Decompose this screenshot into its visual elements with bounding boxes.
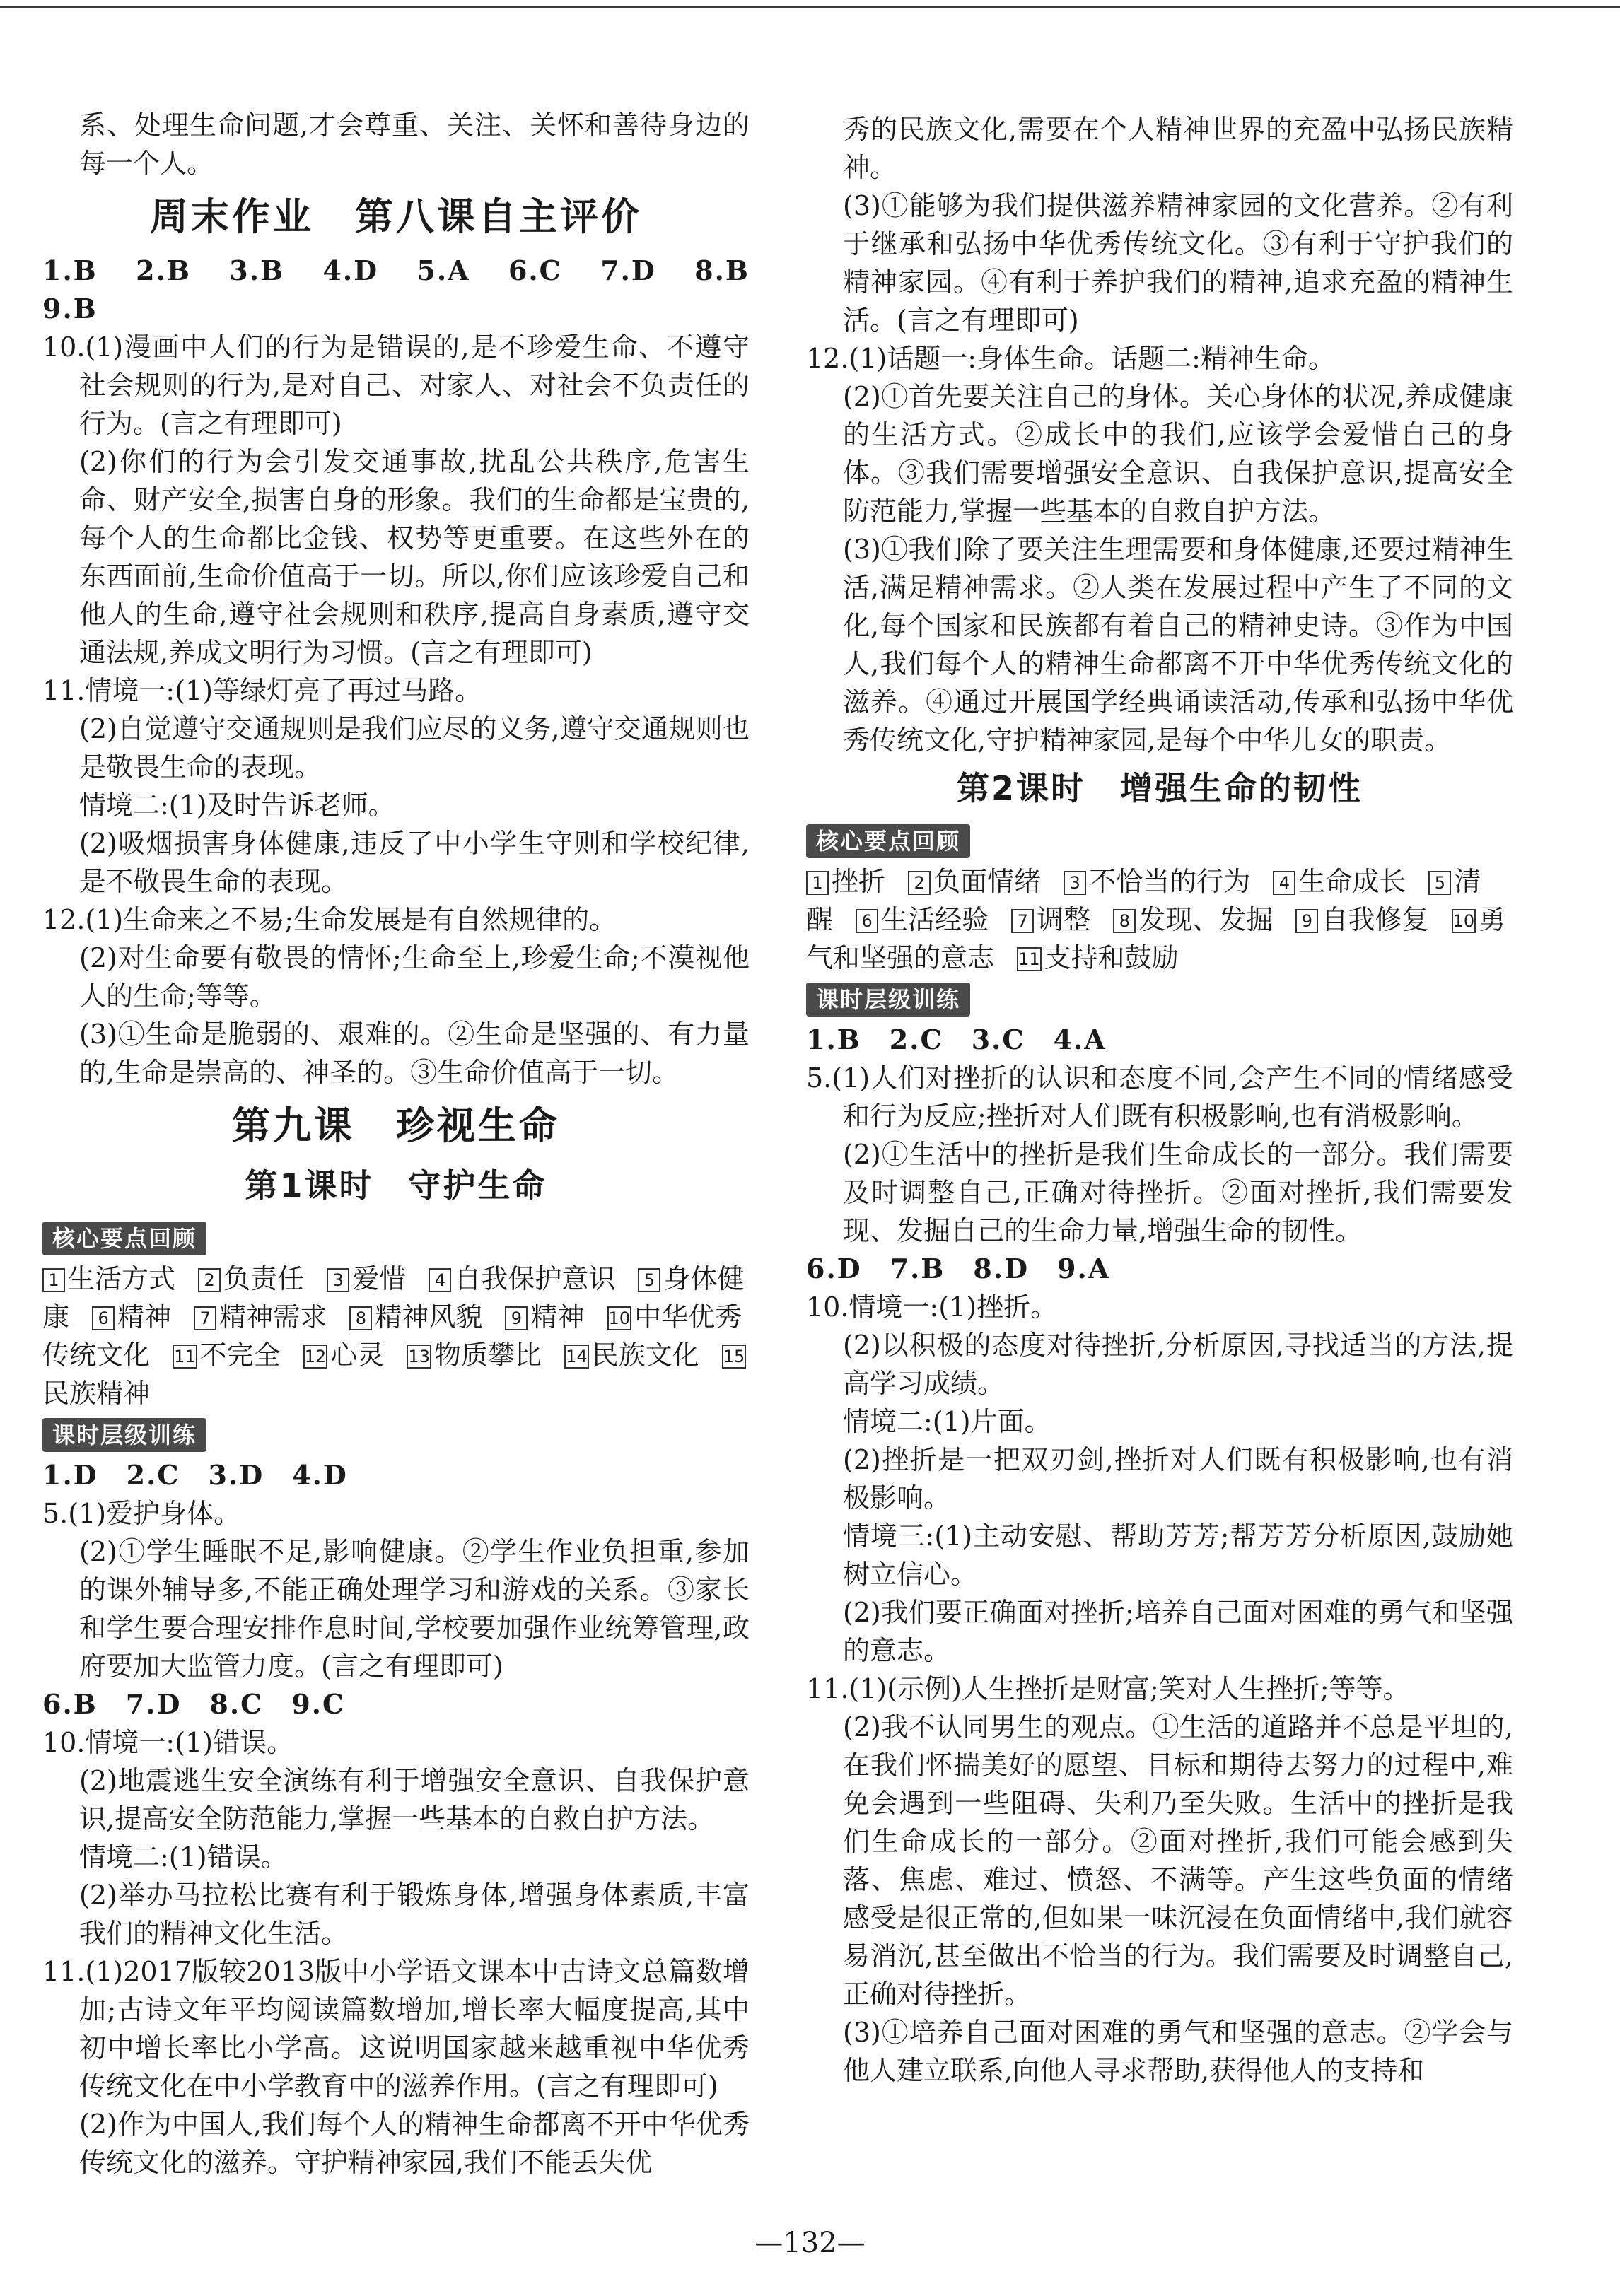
key-text: 负面情绪 bbox=[933, 866, 1042, 897]
answer-part: (3)①能够为我们提供滋养精神家园的文化营养。②有利于继承和弘扬中华优秀传统文化。③有利于守护我们的精神家园。④有利于养护我们的精神,追求充盈的精神生活。(言之有理即可) bbox=[843, 190, 1513, 336]
key-text: 精神 bbox=[530, 1301, 585, 1332]
key-text: 勇气和坚强的意志 bbox=[806, 904, 1506, 973]
key-text: 不恰当的行为 bbox=[1089, 866, 1251, 897]
key-text: 物质攀比 bbox=[433, 1340, 542, 1371]
answer-part: (2)对生命要有敬畏的情怀;生命至上,珍爱生命;不漠视他人的生命;等等。 bbox=[79, 942, 750, 1012]
number-box: 6 bbox=[856, 909, 878, 933]
number-box: 2 bbox=[198, 1268, 221, 1292]
key-point bbox=[856, 904, 989, 935]
mc-answers: 6.D 7.B 8.D 9.A bbox=[806, 1253, 1111, 1284]
answer-part: 情境二:(1)错误。 bbox=[79, 1841, 288, 1873]
key-point bbox=[1273, 866, 1406, 897]
top-rule bbox=[0, 6, 1620, 8]
question-12: 12.(1)话题一:身体生命。话题二:精神生命。 bbox=[806, 343, 1335, 374]
key-text: 中华优秀传统文化 bbox=[42, 1301, 742, 1371]
key-point bbox=[1295, 904, 1428, 935]
key-point bbox=[92, 1301, 171, 1332]
key-point bbox=[1017, 942, 1179, 973]
key-points-list bbox=[806, 862, 1513, 977]
key-point bbox=[303, 1340, 385, 1371]
key-text: 自我修复 bbox=[1321, 904, 1429, 935]
key-text: 民族文化 bbox=[591, 1340, 699, 1371]
paragraph: 秀的民族文化,需要在个人精神世界的充盈中弘扬民族精神。 bbox=[843, 114, 1513, 183]
answer-part: (2)我们要正确面对挫折;培养自己面对困难的勇气和坚强的意志。 bbox=[843, 1597, 1513, 1666]
answer-part: (2)作为中国人,我们每个人的精神生命都离不开中华优秀传统文化的滋养。守护精神家园,我们不能丢失优 bbox=[79, 2109, 750, 2178]
key-point bbox=[908, 866, 1041, 897]
key-point bbox=[173, 1340, 281, 1371]
key-point bbox=[1011, 904, 1090, 935]
key-text: 身体健康 bbox=[42, 1263, 745, 1332]
question-11: 11.(1)2017版较2013版中小学语文课本中古诗文总篇数增加;古诗文年平均阅读篇数增加,增长率大幅度提高,其中初中增长率比小学高。这说明国家越来越重视中华优秀传统文化在中小学教育中的滋养作用。(言之有理即可) bbox=[42, 1956, 750, 2102]
key-point bbox=[1064, 866, 1250, 897]
key-point bbox=[198, 1263, 304, 1294]
key-text: 调整 bbox=[1037, 904, 1091, 935]
answer-part: (3)①我们除了要关注生理需要和身体健康,还要过精神生活,满足精神需求。②人类在发展过程中产生了不同的文化,每个国家和民族都有着自己的精神史诗。③作为中国人,我们每个人的精神生命都离不开中华优秀传统文化的滋养。④通过开展国学经典诵读活动,传承和弘扬中华优秀传统文化,守护精神家园,是每个中华儿女的职责。 bbox=[843, 534, 1513, 756]
mc-answers: 1.B 2.C 3.C 4.A bbox=[806, 1024, 1107, 1055]
answer-part: 情境二:(1)及时告诉老师。 bbox=[79, 790, 395, 821]
number-box: 7 bbox=[1011, 909, 1034, 933]
number-box: 8 bbox=[1113, 909, 1136, 933]
key-text: 心灵 bbox=[330, 1340, 385, 1371]
number-box: 4 bbox=[1273, 871, 1295, 895]
number-box: 8 bbox=[349, 1306, 372, 1330]
section-badge: 核心要点回顾 bbox=[806, 824, 970, 858]
number-box: 7 bbox=[194, 1306, 216, 1330]
answer-part: (3)①培养自己面对困难的勇气和坚强的意志。②学会与他人建立联系,向他人寻求帮助,获得他人的支持和 bbox=[843, 2017, 1513, 2086]
left-column bbox=[42, 106, 779, 2181]
number-box: 4 bbox=[429, 1268, 451, 1292]
number-box: 15 bbox=[722, 1345, 747, 1369]
answer-part: (2)吸烟损害身体健康,违反了中小学生守则和学校纪律,是不敬畏生命的表现。 bbox=[79, 828, 750, 897]
number-box: 13 bbox=[407, 1345, 431, 1369]
key-points-list bbox=[42, 1260, 750, 1412]
answer-part: (2)自觉遵守交通规则是我们应尽的义务,遵守交通规则也是敬畏生命的表现。 bbox=[79, 713, 750, 783]
section-title: 周末作业 第八课自主评价 bbox=[150, 194, 642, 239]
key-point bbox=[327, 1263, 406, 1294]
key-text: 发现、发掘 bbox=[1138, 904, 1274, 935]
number-box: 6 bbox=[92, 1306, 115, 1330]
key-text: 精神需求 bbox=[219, 1301, 327, 1332]
number-box: 11 bbox=[173, 1345, 197, 1369]
key-point bbox=[806, 866, 885, 897]
question-10: 10.(1)漫画中人们的行为是错误的,是不珍爱生命、不遵守社会规则的行为,是对自己、对家人、对社会不负责任的行为。(言之有理即可) bbox=[42, 332, 750, 439]
key-text: 精神 bbox=[117, 1301, 172, 1332]
paragraph: 系、处理生命问题,才会尊重、关注、关怀和善待身边的每一个人。 bbox=[79, 110, 750, 179]
number-box: 5 bbox=[1428, 871, 1451, 895]
answer-part: (2)以积极的态度对待挫折,分析原因,寻找适当的方法,提高学习成绩。 bbox=[843, 1330, 1513, 1399]
number-box: 1 bbox=[806, 871, 829, 895]
mc-answers: 6.B 7.D 8.C 9.C bbox=[42, 1688, 346, 1720]
number-box: 14 bbox=[564, 1345, 589, 1369]
question-10: 10.情境一:(1)错误。 bbox=[42, 1727, 294, 1758]
section-badge: 课时层级训练 bbox=[42, 1418, 206, 1452]
key-text: 负责任 bbox=[223, 1263, 305, 1294]
number-box: 3 bbox=[327, 1268, 349, 1292]
key-text: 生活经验 bbox=[881, 904, 989, 935]
number-box: 10 bbox=[1452, 909, 1476, 933]
key-text: 精神风貌 bbox=[375, 1301, 483, 1332]
number-box: 11 bbox=[1017, 947, 1042, 971]
question-5: 5.(1)人们对挫折的认识和态度不同,会产生不同的情绪感受和行为反应;挫折对人们既有积极影响,也有消极影响。 bbox=[806, 1062, 1513, 1132]
answer-part: 情境三:(1)主动安慰、帮助芳芳;帮芳芳分析原因,鼓励她树立信心。 bbox=[843, 1521, 1513, 1590]
section-badge: 核心要点回顾 bbox=[42, 1222, 206, 1255]
key-text: 支持和鼓励 bbox=[1044, 942, 1179, 973]
lesson-title: 第九课 珍视生命 bbox=[232, 1103, 560, 1148]
key-text: 清醒 bbox=[806, 866, 1481, 935]
key-text: 自我保护意识 bbox=[454, 1263, 616, 1294]
key-point bbox=[42, 1263, 175, 1294]
page-number: —132— bbox=[754, 2227, 866, 2259]
answer-part: (2)①学生睡眠不足,影响健康。②学生作业负担重,参加的课外辅导多,不能正确处理学习和游戏的关系。③家长和学生要合理安排作息时间,学校要加强作业统筹管理,政府要加大监管力度。(言之有理即可) bbox=[79, 1536, 750, 1682]
answer-part: (2)挫折是一把双刃剑,挫折对人们既有积极影响,也有消极影响。 bbox=[843, 1444, 1513, 1513]
question-11: 11.(1)(示例)人生挫折是财富;笑对人生挫折;等等。 bbox=[806, 1673, 1410, 1704]
key-point bbox=[407, 1340, 542, 1371]
key-point bbox=[349, 1301, 482, 1332]
number-box: 3 bbox=[1064, 871, 1086, 895]
answer-part: (2)①生活中的挫折是我们生命成长的一部分。我们需要及时调整自己,正确对待挫折。②面对挫折,我们需要发现、发掘自己的生命力量,增强生命的韧性。 bbox=[843, 1139, 1513, 1246]
question-11: 11.情境一:(1)等绿灯亮了再过马路。 bbox=[42, 675, 482, 706]
number-box: 9 bbox=[1295, 909, 1318, 933]
key-point bbox=[194, 1301, 327, 1332]
answer-part: 情境二:(1)片面。 bbox=[843, 1406, 1051, 1437]
key-text: 民族精神 bbox=[42, 1378, 151, 1409]
key-text: 生活方式 bbox=[68, 1263, 176, 1294]
key-text: 挫折 bbox=[832, 866, 886, 897]
key-point bbox=[429, 1263, 615, 1294]
number-box: 12 bbox=[303, 1345, 328, 1369]
mc-answers: 1.D 2.C 3.D 4.D bbox=[42, 1459, 348, 1491]
answer-part: (2)你们的行为会引发交通事故,扰乱公共秩序,危害生命、财产安全,损害自身的形象。我们的生命都是宝贵的,每个人的生命都比金钱、权势等更重要。在这些外在的东西面前,生命价值高于一切。所以,你们应该珍爱自己和他人的生命,遵守社会规则和秩序,提高自身素质,遵守交通法规,养成文明行为习惯。(言之有理即可) bbox=[79, 446, 750, 668]
answer-part: (2)我不认同男生的观点。①生活的道路并不总是平坦的,在我们怀揣美好的愿望、目标和期待去努力的过程中,难免会遇到一些阻碍、失利乃至失败。生活中的挫折是我们生命成长的一部分。②面对挫折,我们可能会感到失落、焦虑、难过、愤怒、不满等。产生这些负面的情绪感受是很正常的,但如果一味沉浸在负面情绪中,我们就容易消沉,甚至做出不恰当的行为。我们需要及时调整自己,正确对待挫折。 bbox=[843, 1711, 1513, 2010]
key-text: 不完全 bbox=[199, 1340, 281, 1371]
number-box: 5 bbox=[638, 1268, 660, 1292]
number-box: 1 bbox=[42, 1268, 65, 1292]
right-column bbox=[806, 110, 1513, 2090]
lesson-subtitle: 第2课时 增强生命的韧性 bbox=[956, 769, 1363, 807]
answer-part: (2)①首先要关注自己的身体。关心身体的状况,养成健康的生活方式。②成长中的我们,应该学会爱惜自己的身体。③我们需要增强安全意识、自我保护意识,提高安全防范能力,掌握一些基本的自救自护方法。 bbox=[843, 381, 1513, 527]
answer-part: (2)举办马拉松比赛有利于锻炼身体,增强身体素质,丰富我们的精神文化生活。 bbox=[79, 1880, 750, 1949]
key-text: 爱惜 bbox=[352, 1263, 407, 1294]
question-10: 10.情境一:(1)挫折。 bbox=[806, 1292, 1058, 1323]
number-box: 2 bbox=[908, 871, 931, 895]
answer-part: (3)①生命是脆弱的、艰难的。②生命是坚强的、有力量的,生命是崇高的、神圣的。③生命价值高于一切。 bbox=[79, 1019, 750, 1088]
number-box: 10 bbox=[607, 1306, 632, 1330]
key-text: 生命成长 bbox=[1298, 866, 1406, 897]
key-point bbox=[1113, 904, 1273, 935]
answer-part: (2)地震逃生安全演练有利于增强安全意识、自我保护意识,提高安全防范能力,掌握一些基本的自救自护方法。 bbox=[79, 1765, 750, 1834]
key-point bbox=[564, 1340, 699, 1371]
lesson-subtitle: 第1课时 守护生命 bbox=[245, 1166, 547, 1205]
mc-answers: 1.B 2.B 3.B 4.D 5.A 6.C 7.D 8.B 9.B bbox=[42, 254, 779, 324]
key-point bbox=[505, 1301, 584, 1332]
question-12: 12.(1)生命来之不易;生命发展是有自然规律的。 bbox=[42, 904, 617, 935]
section-badge: 课时层级训练 bbox=[806, 983, 970, 1017]
question-5: 5.(1)爱护身体。 bbox=[42, 1498, 241, 1529]
number-box: 9 bbox=[505, 1306, 528, 1330]
